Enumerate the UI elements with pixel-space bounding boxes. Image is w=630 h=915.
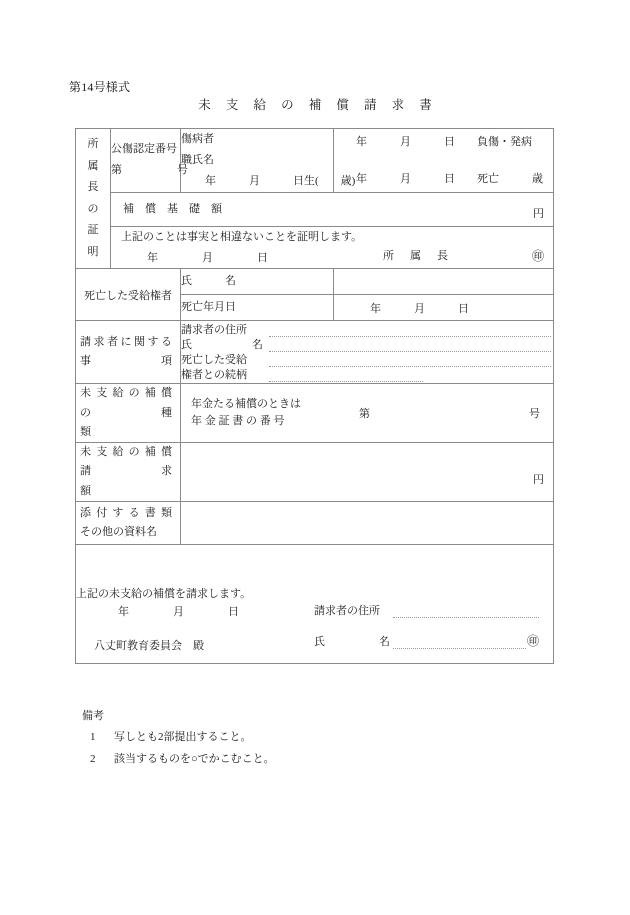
vlabel-char-3: の [87,202,99,215]
attachments-value[interactable] [181,501,554,544]
request-address-row[interactable] [314,601,539,618]
table-row-attestation [76,226,554,269]
certificate-number-prefix: 第 [359,408,370,421]
vertical-label-certification [76,129,111,269]
attestation-seal-icon: ㊞ [531,249,544,264]
claimant-field-relation-2[interactable] [181,367,553,382]
claim-amount-yen-unit: 円 [533,473,544,486]
table-row-claimant [76,321,554,384]
remarks-item-1 [82,727,275,748]
request-addressee: 八丈町教育委員会 殿 [94,639,204,652]
remarks-item-2-index: 2 [90,752,96,765]
request-date[interactable]: 年 月 日 [118,605,239,618]
benefit-type-note-line1: 年金たる補償のときは [191,397,301,410]
request-name-label: 氏 名 [314,635,390,648]
base-amount-yen-unit: 円 [533,207,544,220]
claimant-field-name[interactable] [181,337,553,352]
accident-number-label: 公傷認定番号 [111,143,177,156]
main-form-table [75,128,554,664]
claimant-name-label: 氏 名 [181,339,263,352]
claimant-label-cell [76,321,181,384]
deceased-death-date-value[interactable]: 年 月 日 [334,295,554,321]
request-address-label: 請求者の住所 [314,604,380,617]
remarks-item-2-text: 該当するものを○でかこむこと。 [114,752,275,765]
remarks-item-1-index: 1 [90,731,96,744]
claimant-address-label: 請求者の住所 [181,324,247,337]
table-row-certification-header [76,129,554,193]
deceased-name-label-cell [181,269,334,295]
deceased-death-date-label: 死亡年月日 [181,301,236,314]
benefit-type-note-line2: 年 金 証 書 の 番 号 [191,415,285,428]
deceased-label [76,269,181,321]
request-name-row[interactable] [314,632,539,649]
benefit-type-label-cell [76,384,205,443]
remarks-item-2 [82,749,275,770]
claimant-field-address[interactable] [181,322,553,337]
table-row-claim-amount [76,443,554,502]
attachments-label-line2: その他の資料名 [80,525,157,538]
form-number: 第14号様式 [69,80,131,94]
remarks-heading: 備考 [82,710,104,722]
patient-label-line1: 傷病者 [181,133,214,145]
base-amount-cell[interactable] [111,192,554,226]
accident-dates-cell[interactable] [334,129,554,193]
attestation-cell[interactable] [111,226,554,269]
attestation-text: 上記のことは事実と相違ないことを証明します。 [121,230,363,243]
attachments-label-cell [76,501,181,544]
benefit-type-value-cell[interactable] [181,384,554,443]
certificate-number-suffix: 号 [529,408,540,421]
deceased-name-value[interactable] [334,269,554,295]
request-statement-cell[interactable] [76,544,554,663]
claimant-label-line1: 請求者に関する [80,336,172,349]
request-name-input[interactable] [393,636,526,649]
injury-date-line[interactable]: 年 月 日 負傷・発病 [356,135,532,148]
claimant-relation-label-line2: 権者との続柄 [181,369,247,382]
remarks-section [82,706,275,770]
patient-label-line2: 職氏名 [181,153,214,166]
claimant-field-relation-1[interactable] [181,352,553,367]
attestation-date[interactable]: 年 月 日 [147,251,268,264]
vlabel-char-0: 所 [87,138,99,151]
base-amount-label: 補 償 基 礎 額 [123,202,222,215]
claim-amount-label-line1: 未 支 給 の 補 償 [80,446,172,459]
request-address-input[interactable] [393,605,539,618]
claimant-address-input[interactable] [269,325,551,337]
benefit-type-label-line1: 未 支 給 の 補 償 [80,387,172,400]
claimant-name-input[interactable] [269,340,551,352]
table-row-benefit-type [76,384,554,443]
accident-number-value[interactable]: 第 号 [111,164,188,177]
claim-amount-value-cell[interactable] [181,443,554,502]
death-date-line[interactable]: 年 月 日 死亡 歳 [356,172,543,185]
claimant-label-line2: 事 項 [80,355,172,368]
table-row-base-amount [76,192,554,226]
claimant-fields-cell[interactable] [181,321,554,384]
table-row-request-statement [76,544,554,663]
attestation-signer-label: 所 属 長 [383,250,451,263]
request-signature-block[interactable] [314,601,539,663]
vlabel-char-1: 属 [87,159,99,172]
accident-number-cell[interactable] [111,129,188,193]
vlabel-char-2: 長 [87,181,99,194]
table-row-attachments [76,501,554,544]
patient-birth-line[interactable]: 年 月 日生( 歳) [205,174,356,187]
claimant-relation-label-line1: 死亡した受給 [181,354,247,367]
claim-amount-label-line2: 請 求 額 [80,465,205,497]
deceased-name-label: 氏 名 [181,275,236,288]
request-seal-icon: ㊞ [526,633,539,648]
request-statement-text: 上記の未支給の補償を請求します。 [76,587,252,600]
vlabel-char-5: 明 [87,245,99,258]
deceased-label-text: 死亡した受給権者 [84,289,172,302]
deceased-death-date-label-cell [181,295,334,321]
claimant-relation-input-2[interactable] [269,370,423,382]
benefit-type-label-line2: の 種 類 [80,406,205,438]
remarks-item-1-text: 写しとも2部提出すること。 [114,731,252,744]
claimant-relation-input-1[interactable] [269,355,551,367]
patient-name-cell[interactable] [181,129,356,193]
attachments-label-line1: 添 付 す る 書 類 [80,506,172,519]
claim-amount-label-cell [76,443,205,502]
document-title: 未 支 給 の 補 償 請 求 書 [198,98,438,112]
table-row-deceased-name [76,269,554,295]
vlabel-char-4: 証 [87,224,99,237]
